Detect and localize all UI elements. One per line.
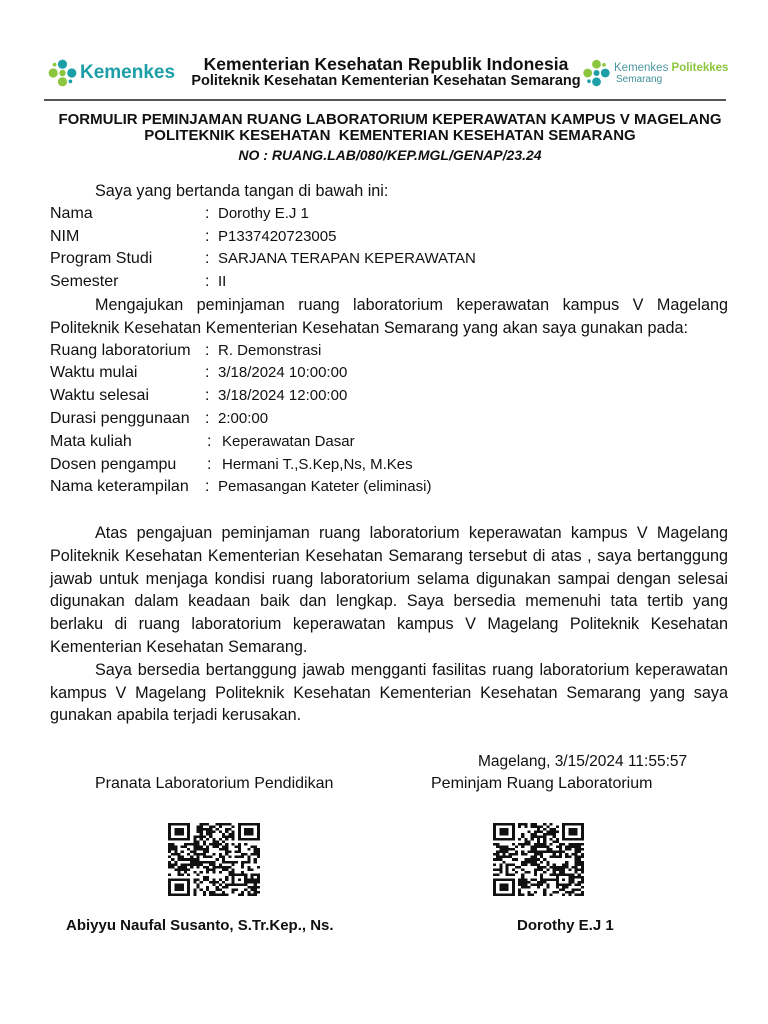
form-title-line-1: FORMULIR PEMINJAMAN RUANG LABORATORIUM KEPERAWATAN KAMPUS V MAGELANG (58, 111, 722, 128)
statement-2-line: gunakan apabila terjadi kerusakan. (50, 706, 302, 725)
logo-word-semarang: Semarang (616, 74, 663, 85)
poltekkes-logo-line-1 (614, 62, 728, 74)
kemenkes-logo-icon (47, 59, 78, 87)
field-separator: : (205, 387, 210, 405)
field-row-program-studi (50, 248, 728, 271)
field-value: R. Demonstrasi (218, 341, 322, 359)
request-paragraph-line: Politeknik Kesehatan Kementerian Kesehatan Semarang yang akan saya gunakan pada: (50, 318, 689, 337)
right-signature-qr-code (493, 823, 584, 896)
field-row-dosen-pengampu (50, 454, 728, 477)
statement-1-line: berlaku di ruang laboratorium keperawatan kampus V Magelang Politeknik Kesehatan (50, 615, 728, 634)
field-label: Program Studi (50, 250, 153, 268)
logo-word-kemenkes: Kemenkes (614, 62, 669, 74)
field-label: NIM (50, 227, 80, 245)
statement-1-line: Politeknik Kesehatan Kementerian Kesehatan Semarang tersebut di atas , saya bertanggung (50, 546, 728, 565)
kemenkes-poltekkes-logo-icon (582, 59, 611, 87)
form-title-line-2: POLITEKNIK KESEHATAN KEMENTERIAN KESEHATAN SEMARANG (144, 127, 636, 144)
field-label: Waktu mulai (50, 364, 138, 382)
intro-text: Saya yang bertanda tangan di bawah ini: (95, 182, 389, 200)
field-label: Dosen pengampu (50, 455, 177, 473)
field-value: II (218, 273, 227, 291)
field-row-nama (50, 203, 728, 226)
field-separator: : (205, 341, 210, 359)
field-value: 2:00:00 (218, 409, 269, 427)
statement-1-line: Atas pengajuan peminjaman ruang laboratorium keperawatan kampus V Magelang (95, 523, 728, 542)
kemenkes-logo-text: Kemenkes (80, 62, 176, 83)
field-row-waktu-mulai (50, 362, 728, 385)
institution-header (181, 55, 591, 89)
field-label: Ruang laboratorium (50, 341, 191, 359)
paragraph-spacer (50, 499, 728, 522)
field-row-ruang-laboratorium (50, 340, 728, 363)
field-value: SARJANA TERAPAN KEPERAWATAN (218, 250, 476, 268)
statement-2-line: Saya bersedia bertanggung jawab mengganti fasilitas ruang laboratorium keperawatan (95, 660, 728, 679)
field-separator: : (205, 478, 210, 496)
field-label: Nama keterampilan (50, 478, 189, 496)
field-label: Waktu selesai (50, 387, 149, 405)
statement-2-line: kampus V Magelang Politeknik Kesehatan Kementerian Kesehatan Semarang yang saya (50, 683, 728, 702)
field-value: Keperawatan Dasar (222, 432, 355, 450)
field-row-nama-keterampilan (50, 476, 728, 499)
field-label: Semester (50, 273, 119, 291)
field-label: Nama (50, 204, 93, 222)
field-value: 3/18/2024 12:00:00 (218, 387, 348, 405)
field-row-semester (50, 271, 728, 294)
field-value: Pemasangan Kateter (eliminasi) (218, 478, 432, 496)
field-row-mata-kuliah (50, 431, 728, 454)
field-value: Dorothy E.J 1 (218, 204, 309, 222)
field-label: Mata kuliah (50, 432, 132, 450)
field-value: Hermani T.,S.Kep,Ns, M.Kes (222, 455, 413, 473)
polytechnic-subtitle: Politeknik Kesehatan Kementerian Kesehatan Semarang (191, 73, 581, 89)
left-signatory-name: Abiyyu Naufal Susanto, S.Tr.Kep., Ns. (66, 917, 334, 934)
field-separator: : (207, 455, 212, 473)
field-separator: : (205, 273, 210, 291)
statement-1-line: jawab untuk menjaga kondisi ruang laboratorium selama digunakan sampai dengan selesai (50, 569, 728, 588)
field-separator: : (205, 364, 210, 382)
logo-word-politekkes: Politekkes (671, 62, 729, 74)
ministry-title: Kementerian Kesehatan Republik Indonesia (203, 54, 569, 74)
poltekkes-logo-text (614, 62, 728, 85)
field-separator: : (205, 227, 210, 245)
header-divider (44, 99, 726, 101)
left-signature-qr-code (168, 823, 260, 896)
statement-1-line: Kementerian Kesehatan Semarang. (50, 637, 308, 656)
right-signatory-name: Dorothy E.J 1 (517, 917, 614, 934)
field-row-durasi-penggunaan (50, 408, 728, 431)
field-separator: : (205, 409, 210, 427)
form-number: NO : RUANG.LAB/080/KEP.MGL/GENAP/23.24 (238, 147, 542, 163)
statement-1-line: digunakan dalam keadaan baik dan lengkap. Saya bersedia memenuhi tata tertib yang (50, 592, 728, 611)
form-body (50, 180, 728, 727)
place-and-date: Magelang, 3/15/2024 11:55:57 (478, 753, 688, 770)
form-title (40, 112, 740, 163)
field-value: 3/18/2024 10:00:00 (218, 364, 348, 382)
field-label: Durasi penggunaan (50, 409, 190, 427)
field-separator: : (207, 432, 212, 450)
field-row-nim (50, 226, 728, 249)
right-signatory-role: Peminjam Ruang Laboratorium (431, 775, 653, 792)
field-separator: : (205, 250, 210, 268)
field-value: P1337420723005 (218, 227, 337, 245)
field-separator: : (205, 204, 210, 222)
field-row-waktu-selesai (50, 385, 728, 408)
request-paragraph-line: Mengajukan peminjaman ruang laboratorium keperawatan kampus V Magelang (95, 295, 728, 314)
left-signatory-role: Pranata Laboratorium Pendidikan (95, 775, 334, 792)
